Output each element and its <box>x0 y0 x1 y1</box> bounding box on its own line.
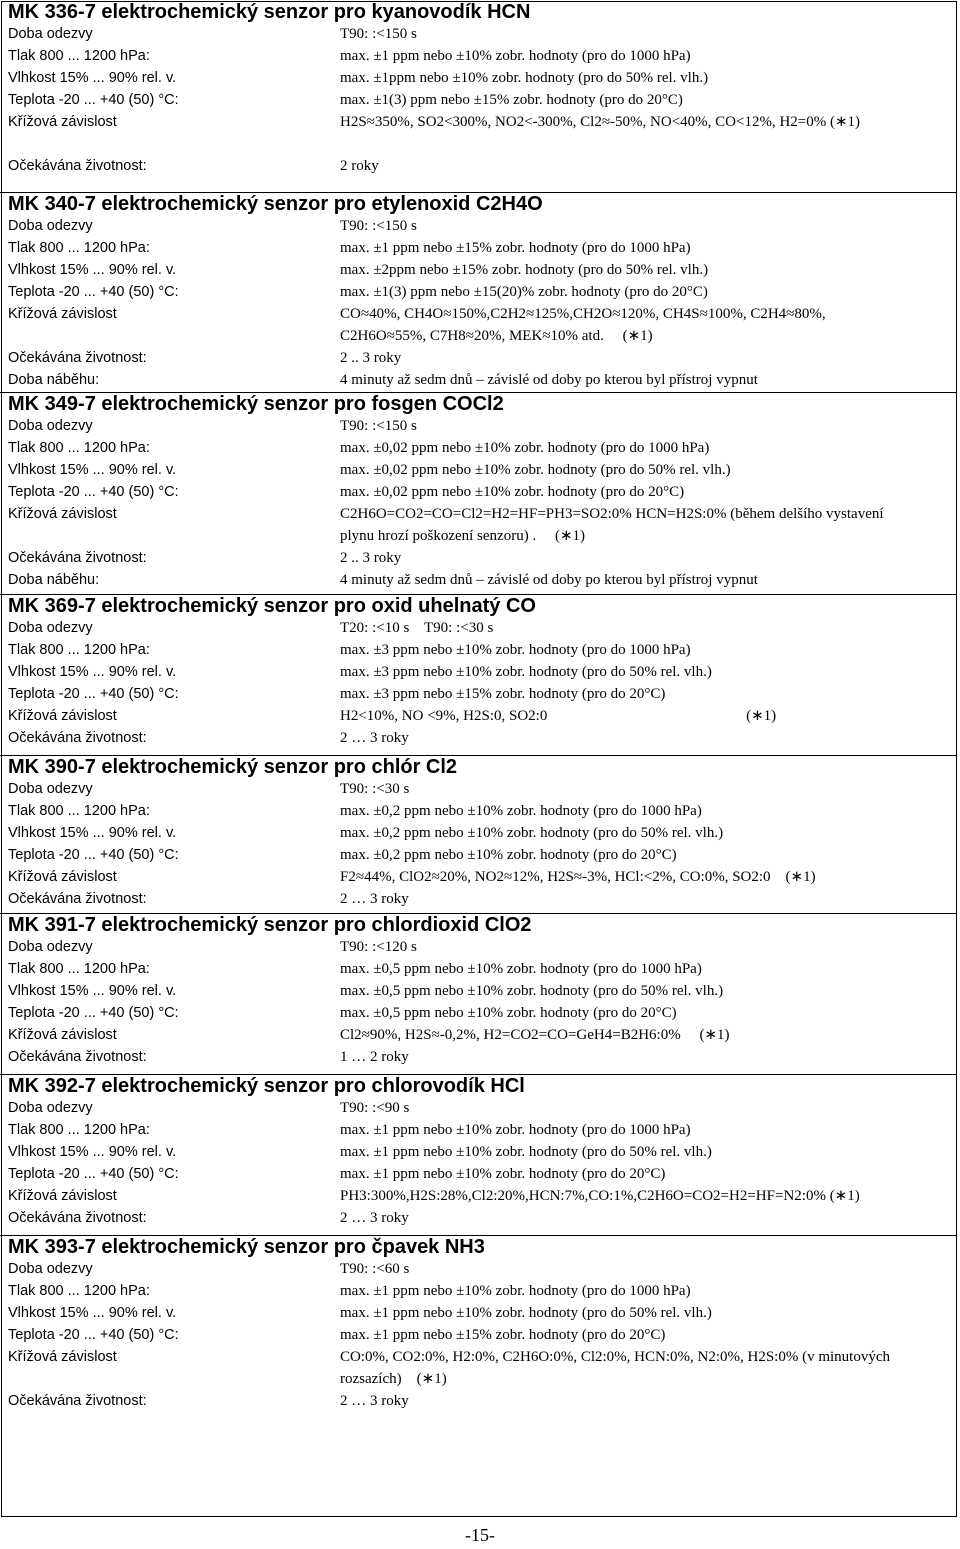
spec-label: Tlak 800 ... 1200 hPa: <box>8 1283 150 1299</box>
spec-value: T90: :<150 s <box>340 26 417 42</box>
spec-label: Doba odezvy <box>8 939 93 955</box>
spec-row <box>0 1046 956 1068</box>
spec-value: max. ±0,5 ppm nebo ±10% zobr. hodnoty (pro do 1000 hPa) <box>340 961 702 977</box>
spec-label: Doba náběhu: <box>8 372 100 388</box>
spec-value: PH3:300%,H2S:28%,Cl2:20%,HCN:7%,CO:1%,C2H6O=CO2=H2=HF=N2:0% (∗1) <box>340 1188 860 1204</box>
sensor-section <box>0 755 956 910</box>
spec-row <box>0 67 956 89</box>
spec-value: CO:0%, CO2:0%, H2:0%, C2H6O:0%, Cl2:0%, HCN:0%, N2:0%, H2S:0% (v minutových rozsazích) (∗1) <box>340 1349 894 1387</box>
spec-row <box>0 980 956 1002</box>
spec-row <box>0 23 956 45</box>
sensor-section <box>0 192 956 391</box>
spec-value: max. ±1ppm nebo ±10% zobr. hodnoty (pro do 50% rel. vlh.) <box>340 70 709 86</box>
spec-row <box>0 1346 956 1390</box>
spec-value: 2 .. 3 roky <box>340 550 402 566</box>
spec-row <box>0 958 956 980</box>
spec-label: Očekávána životnost: <box>8 1393 147 1409</box>
sensor-section <box>0 1074 956 1229</box>
spec-row <box>0 822 956 844</box>
spec-value: max. ±0,5 ppm nebo ±10% zobr. hodnoty (pro do 50% rel. vlh.) <box>340 983 724 999</box>
spec-label: Vlhkost 15% ... 90% rel. v. <box>8 825 177 841</box>
section-title: MK 369-7 elektrochemický senzor pro oxid uhelnatý CO <box>8 595 536 617</box>
spec-label: Teplota -20 ... +40 (50) °C: <box>8 847 179 863</box>
spec-row <box>0 89 956 111</box>
spec-row <box>0 661 956 683</box>
spec-label: Křížová závislost <box>8 114 117 130</box>
spec-label: Doba náběhu: <box>8 572 100 588</box>
spec-value: max. ±1 ppm nebo ±10% zobr. hodnoty (pro do 1000 hPa) <box>340 1122 691 1138</box>
spec-value: max. ±1 ppm nebo ±15% zobr. hodnoty (pro do 20°C) <box>340 1327 666 1343</box>
spec-row <box>0 727 956 749</box>
spec-value: max. ±1 ppm nebo ±10% zobr. hodnoty (pro do 50% rel. vlh.) <box>340 1305 712 1321</box>
section-title: MK 391-7 elektrochemický senzor pro chlordioxid ClO2 <box>8 914 532 936</box>
spec-row <box>0 1280 956 1302</box>
section-title: MK 336-7 elektrochemický senzor pro kyanovodík HCN <box>8 1 531 23</box>
spec-label: Teplota -20 ... +40 (50) °C: <box>8 1166 179 1182</box>
spec-label: Doba odezvy <box>8 781 93 797</box>
sensor-section <box>0 1235 956 1412</box>
spec-value: T20: :<10 s T90: :<30 s <box>340 620 494 636</box>
spec-row <box>0 155 956 177</box>
spec-row <box>0 617 956 639</box>
spec-label: Očekávána životnost: <box>8 1049 147 1065</box>
spec-label: Tlak 800 ... 1200 hPa: <box>8 961 150 977</box>
spec-label: Křížová závislost <box>8 1188 117 1204</box>
sensor-section <box>0 1 956 177</box>
spec-label: Doba odezvy <box>8 218 93 234</box>
page-number: -15- <box>465 1525 495 1545</box>
spec-row <box>0 481 956 503</box>
spec-label: Vlhkost 15% ... 90% rel. v. <box>8 664 177 680</box>
spec-row <box>0 1185 956 1207</box>
spec-value: max. ±0,2 ppm nebo ±10% zobr. hodnoty (pro do 1000 hPa) <box>340 803 702 819</box>
spec-value: Cl2≈90%, H2S≈-0,2%, H2=CO2=CO=GeH4=B2H6:0% (∗1) <box>340 1027 730 1043</box>
spec-label: Doba odezvy <box>8 418 93 434</box>
spec-value: max. ±1 ppm nebo ±15% zobr. hodnoty (pro do 1000 hPa) <box>340 240 691 256</box>
section-title: MK 340-7 elektrochemický senzor pro etylenoxid C2H4O <box>8 193 543 215</box>
spec-row <box>0 1002 956 1024</box>
spec-label: Vlhkost 15% ... 90% rel. v. <box>8 70 177 86</box>
spec-value: max. ±1 ppm nebo ±10% zobr. hodnoty (pro do 50% rel. vlh.) <box>340 1144 712 1160</box>
spec-row <box>0 303 956 347</box>
spec-value: 4 minuty až sedm dnů – závislé od doby po kterou byl přístroj vypnut <box>340 572 758 588</box>
spec-row <box>0 1119 956 1141</box>
spec-value: 2 … 3 roky <box>340 1210 409 1226</box>
spec-value: H2S≈350%, SO2<300%, NO2<-300%, Cl2≈-50%, NO<40%, CO<12%, H2=0% (∗1) <box>340 114 861 130</box>
spec-row <box>0 347 956 369</box>
spec-value: max. ±0,02 ppm nebo ±10% zobr. hodnoty (pro do 20°C) <box>340 484 685 500</box>
spec-label: Křížová závislost <box>8 1349 117 1365</box>
spec-value: 2 roky <box>340 158 379 174</box>
spec-value: T90: :<120 s <box>340 939 417 955</box>
spec-label: Vlhkost 15% ... 90% rel. v. <box>8 983 177 999</box>
spec-label: Teplota -20 ... +40 (50) °C: <box>8 1005 179 1021</box>
spec-value: T90: :<150 s <box>340 418 417 434</box>
spec-label: Křížová závislost <box>8 506 117 522</box>
spec-value: 2 .. 3 roky <box>340 350 402 366</box>
spec-label: Tlak 800 ... 1200 hPa: <box>8 642 150 658</box>
spec-row <box>0 1163 956 1185</box>
spec-row <box>0 936 956 958</box>
spec-row <box>0 866 956 888</box>
spec-label: Doba odezvy <box>8 26 93 42</box>
spec-value: 2 … 3 roky <box>340 1393 409 1409</box>
spec-row <box>0 1024 956 1046</box>
spec-row <box>0 800 956 822</box>
spec-row <box>0 778 956 800</box>
spec-label: Doba odezvy <box>8 1100 93 1116</box>
spec-label: Křížová závislost <box>8 1027 117 1043</box>
spec-row <box>0 888 956 910</box>
spec-value: max. ±1 ppm nebo ±10% zobr. hodnoty (pro do 20°C) <box>340 1166 666 1182</box>
spec-label: Teplota -20 ... +40 (50) °C: <box>8 284 179 300</box>
spec-row <box>0 1302 956 1324</box>
spec-label: Křížová závislost <box>8 869 117 885</box>
spec-label: Tlak 800 ... 1200 hPa: <box>8 240 150 256</box>
spec-label: Očekávána životnost: <box>8 1210 147 1226</box>
spec-value: T90: :<90 s <box>340 1100 410 1116</box>
spec-label: Očekávána životnost: <box>8 158 147 174</box>
spec-row <box>0 569 956 591</box>
spec-label: Očekávána životnost: <box>8 730 147 746</box>
spec-value: max. ±1 ppm nebo ±10% zobr. hodnoty (pro do 1000 hPa) <box>340 48 691 64</box>
spec-value: max. ±1 ppm nebo ±10% zobr. hodnoty (pro do 1000 hPa) <box>340 1283 691 1299</box>
section-title: MK 393-7 elektrochemický senzor pro čpavek NH3 <box>8 1236 485 1258</box>
spec-label: Teplota -20 ... +40 (50) °C: <box>8 686 179 702</box>
spec-label: Doba odezvy <box>8 620 93 636</box>
spec-label: Teplota -20 ... +40 (50) °C: <box>8 92 179 108</box>
spec-label: Vlhkost 15% ... 90% rel. v. <box>8 462 177 478</box>
spec-value: max. ±0,02 ppm nebo ±10% zobr. hodnoty (pro do 50% rel. vlh.) <box>340 462 731 478</box>
spec-row <box>0 1324 956 1346</box>
spec-value: F2≈44%, ClO2≈20%, NO2≈12%, H2S≈-3%, HCl:<2%, CO:0%, SO2:0 (∗1) <box>340 869 816 885</box>
spec-row <box>0 281 956 303</box>
spec-value: max. ±3 ppm nebo ±10% zobr. hodnoty (pro do 50% rel. vlh.) <box>340 664 712 680</box>
spec-label: Vlhkost 15% ... 90% rel. v. <box>8 1144 177 1160</box>
spec-row <box>0 1097 956 1119</box>
spec-row <box>0 683 956 705</box>
spec-value: 2 … 3 roky <box>340 730 409 746</box>
spec-row <box>0 459 956 481</box>
spec-value: T90: :<150 s <box>340 218 417 234</box>
spec-row <box>0 1207 956 1229</box>
spec-value: T90: :<30 s <box>340 781 410 797</box>
section-title: MK 392-7 elektrochemický senzor pro chlorovodík HCl <box>8 1075 525 1097</box>
spec-value: T90: :<60 s <box>340 1261 410 1277</box>
spec-value: 2 … 3 roky <box>340 891 409 907</box>
spec-value: C2H6O=CO2=CO=Cl2=H2=HF=PH3=SO2:0% HCN=H2S:0% (během delšího vystavení plynu hrozí poškození senzoru) . (∗1) <box>340 506 888 544</box>
spec-label: Tlak 800 ... 1200 hPa: <box>8 48 150 64</box>
spec-row <box>0 437 956 459</box>
spec-label: Doba odezvy <box>8 1261 93 1277</box>
spec-row <box>0 111 956 155</box>
spec-value: max. ±0,2 ppm nebo ±10% zobr. hodnoty (pro do 50% rel. vlh.) <box>340 825 724 841</box>
spec-value: max. ±1(3) ppm nebo ±15% zobr. hodnoty (pro do 20°C) <box>340 92 683 108</box>
sensor-section <box>0 913 956 1068</box>
spec-row <box>0 547 956 569</box>
spec-row <box>0 1390 956 1412</box>
spec-label: Očekávána životnost: <box>8 350 147 366</box>
spec-label: Tlak 800 ... 1200 hPa: <box>8 803 150 819</box>
spec-row <box>0 259 956 281</box>
spec-label: Tlak 800 ... 1200 hPa: <box>8 1122 150 1138</box>
spec-label: Teplota -20 ... +40 (50) °C: <box>8 1327 179 1343</box>
spec-row <box>0 639 956 661</box>
spec-value: max. ±0,02 ppm nebo ±10% zobr. hodnoty (pro do 1000 hPa) <box>340 440 710 456</box>
sensor-section <box>0 594 956 749</box>
spec-label: Vlhkost 15% ... 90% rel. v. <box>8 262 177 278</box>
spec-value: H2<10%, NO <9%, H2S:0, SO2:0 (∗1) <box>340 708 777 724</box>
spec-label: Teplota -20 ... +40 (50) °C: <box>8 484 179 500</box>
spec-row <box>0 237 956 259</box>
spec-row <box>0 1141 956 1163</box>
spec-value: max. ±3 ppm nebo ±15% zobr. hodnoty (pro do 20°C) <box>340 686 666 702</box>
spec-label: Očekávána životnost: <box>8 891 147 907</box>
spec-value: max. ±3 ppm nebo ±10% zobr. hodnoty (pro do 1000 hPa) <box>340 642 691 658</box>
spec-label: Křížová závislost <box>8 708 117 724</box>
spec-value: 1 … 2 roky <box>340 1049 409 1065</box>
spec-row <box>0 705 956 727</box>
spec-row <box>0 415 956 437</box>
spec-row <box>0 45 956 67</box>
spec-label: Vlhkost 15% ... 90% rel. v. <box>8 1305 177 1321</box>
spec-row <box>0 503 956 547</box>
section-title: MK 390-7 elektrochemický senzor pro chlór Cl2 <box>8 756 458 778</box>
spec-row <box>0 844 956 866</box>
spec-label: Křížová závislost <box>8 306 117 322</box>
spec-label: Tlak 800 ... 1200 hPa: <box>8 440 150 456</box>
spec-row <box>0 215 956 237</box>
section-title: MK 349-7 elektrochemický senzor pro fosgen COCl2 <box>8 393 504 415</box>
spec-row <box>0 1258 956 1280</box>
spec-value: 4 minuty až sedm dnů – závislé od doby po kterou byl přístroj vypnut <box>340 372 758 388</box>
spec-row <box>0 369 956 391</box>
spec-value: CO≈40%, CH4O≈150%,C2H2≈125%,CH2O≈120%, CH4S≈100%, C2H4≈80%, C2H6O≈55%, C7H8≈20%, MEK≈10% atd. (∗1) <box>340 306 830 344</box>
spec-value: max. ±0,2 ppm nebo ±10% zobr. hodnoty (pro do 20°C) <box>340 847 677 863</box>
spec-value: max. ±2ppm nebo ±15% zobr. hodnoty (pro do 50% rel. vlh.) <box>340 262 709 278</box>
spec-value: max. ±1(3) ppm nebo ±15(20)% zobr. hodnoty (pro do 20°C) <box>340 284 708 300</box>
spec-label: Očekávána životnost: <box>8 550 147 566</box>
sensor-section <box>0 392 956 591</box>
spec-value: max. ±0,5 ppm nebo ±10% zobr. hodnoty (pro do 20°C) <box>340 1005 677 1021</box>
